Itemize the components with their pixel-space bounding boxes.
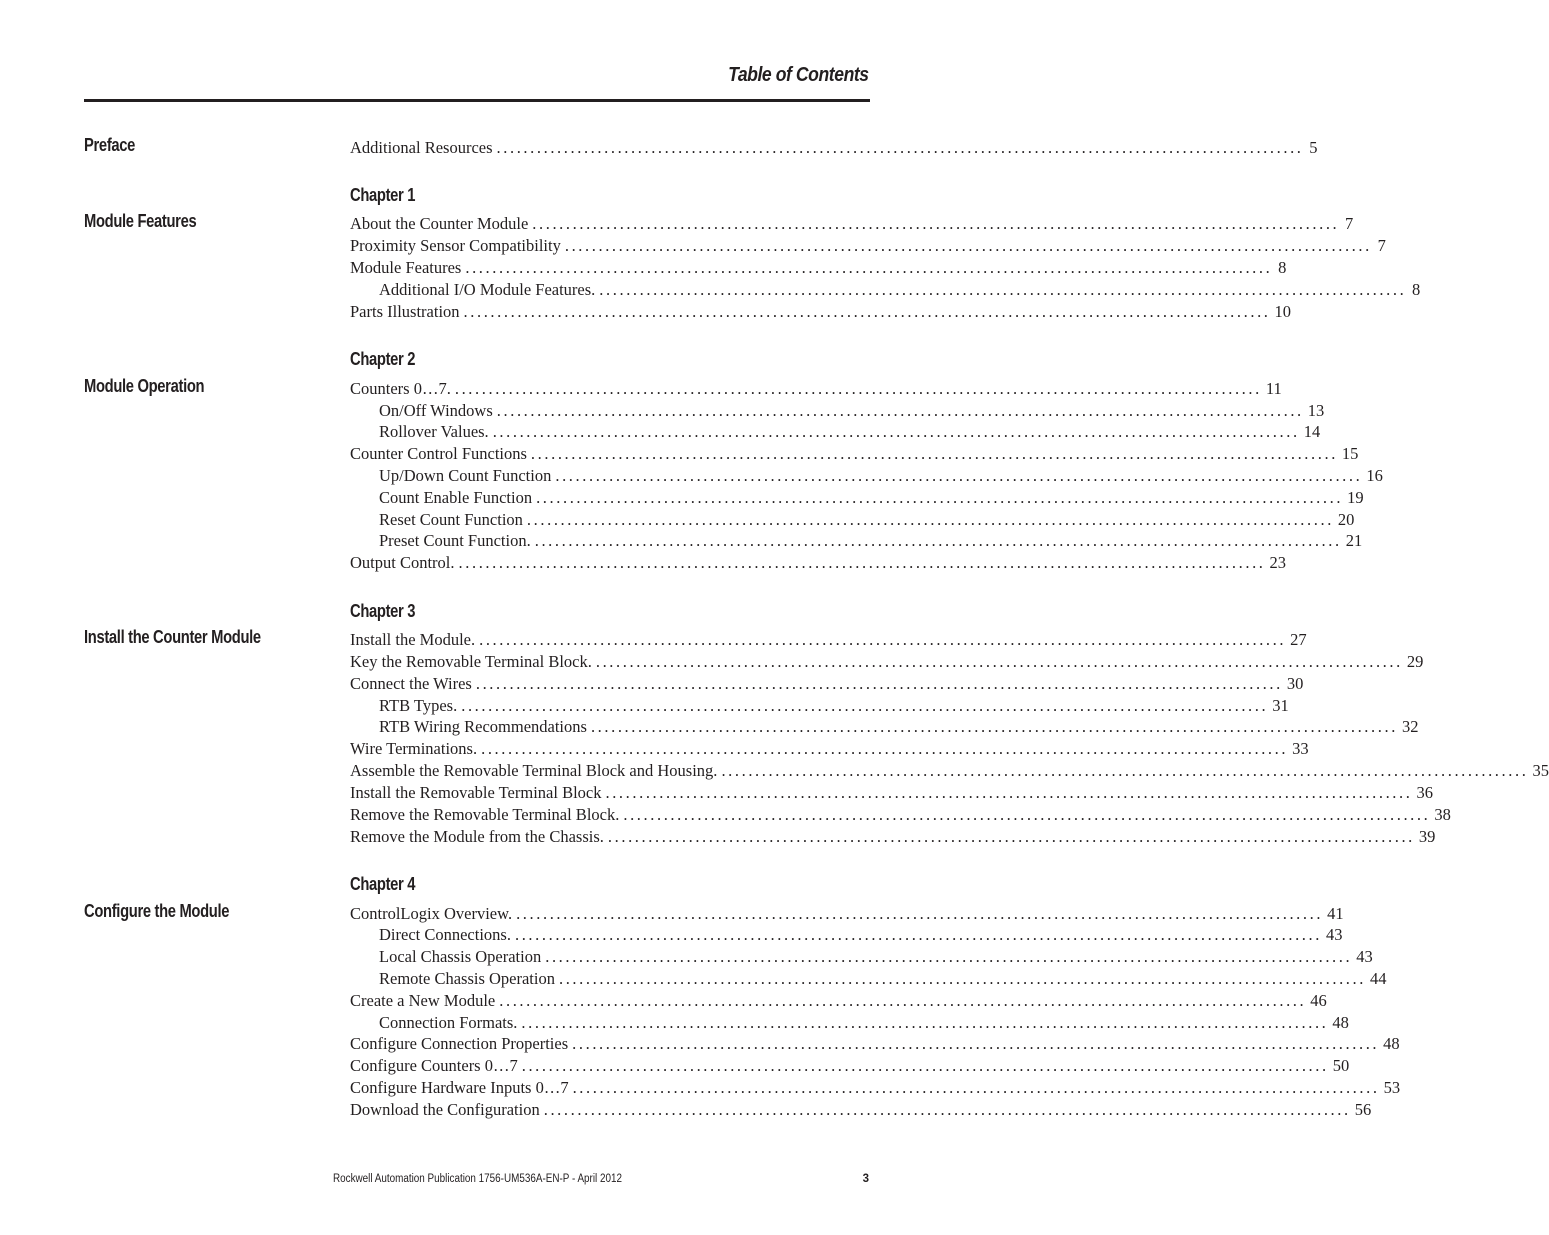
- dot-leader: ........................................................................................................................: [595, 652, 1403, 671]
- toc-entry[interactable]: [350, 738, 1309, 760]
- dot-leader: ........................................................................................................................: [534, 531, 1342, 550]
- dot-leader: ........................................................................................................................: [564, 236, 1372, 255]
- dot-leader: ........................................................................................................................: [454, 379, 1262, 398]
- toc-entry[interactable]: [350, 760, 1549, 782]
- chapter-heading-1: Chapter 1: [350, 185, 416, 205]
- toc-entry[interactable]: [350, 1099, 1372, 1121]
- toc-entry[interactable]: [379, 421, 1321, 443]
- chapter-heading-3: Chapter 3: [350, 601, 416, 621]
- toc-entry[interactable]: [350, 804, 1451, 826]
- toc-entry-title: Configure Hardware Inputs 0…7: [350, 1078, 569, 1097]
- toc-entry-title: Install the Removable Terminal Block: [350, 783, 602, 802]
- dot-leader: ........................................................................................................................: [526, 510, 1334, 529]
- toc-entry-page: 35: [1532, 761, 1549, 780]
- toc-entry[interactable]: [350, 990, 1327, 1012]
- toc-entry-title: Download the Configuration: [350, 1100, 540, 1119]
- toc-entry[interactable]: [379, 946, 1373, 968]
- toc-entry-title: Direct Connections.: [379, 925, 511, 944]
- toc-entry-page: 19: [1347, 488, 1364, 507]
- toc-entry[interactable]: [350, 1033, 1400, 1055]
- toc-entry[interactable]: [379, 968, 1387, 990]
- toc-entry-page: 15: [1341, 444, 1359, 463]
- toc-entry-title: Configure Counters 0…7: [350, 1056, 518, 1075]
- toc-entry-title: Reset Count Function: [379, 510, 523, 529]
- toc-entry[interactable]: [379, 1012, 1349, 1034]
- toc-entry-title: Wire Terminations.: [350, 739, 478, 758]
- toc-entry-title: Install the Module.: [350, 630, 476, 649]
- toc-entry[interactable]: [350, 903, 1344, 925]
- toc-entry[interactable]: [350, 137, 1318, 159]
- toc-entry-page: 5: [1309, 138, 1318, 157]
- section-label-configure-module: Configure the Module: [84, 901, 230, 921]
- toc-entry-page: 27: [1290, 630, 1307, 649]
- dot-leader: ........................................................................................................................: [475, 674, 1283, 693]
- dot-leader: ........................................................................................................................: [572, 1078, 1380, 1097]
- dot-leader: ........................................................................................................................: [623, 805, 1431, 824]
- toc-entry[interactable]: [379, 530, 1363, 552]
- toc-entry-title: Count Enable Function: [379, 488, 533, 507]
- toc-entry[interactable]: [379, 400, 1325, 422]
- toc-entry-page: 46: [1310, 991, 1327, 1010]
- toc-entry-title: Parts Illustration: [350, 302, 460, 321]
- toc-entry[interactable]: [350, 378, 1282, 400]
- chapter-heading-2: Chapter 2: [350, 349, 416, 369]
- toc-entry-page: 29: [1406, 652, 1424, 671]
- toc-entry[interactable]: [379, 465, 1383, 487]
- toc-entry[interactable]: [350, 629, 1307, 651]
- toc-entry[interactable]: [379, 716, 1419, 738]
- toc-entry-title: RTB Types.: [379, 696, 458, 715]
- toc-entry-title: Counters 0…7.: [350, 379, 451, 398]
- toc-entry-page: 10: [1274, 302, 1292, 321]
- toc-entry-page: 11: [1265, 379, 1282, 398]
- dot-leader: ........................................................................................................................: [721, 761, 1529, 780]
- toc-entry[interactable]: [379, 695, 1289, 717]
- toc-entry-title: About the Counter Module: [350, 214, 529, 233]
- toc-entry-title: Local Chassis Operation: [379, 947, 542, 966]
- dot-leader: ........................................................................................................................: [458, 553, 1266, 572]
- toc-entry-title: Additional I/O Module Features.: [379, 280, 596, 299]
- toc-entry-page: 7: [1377, 236, 1386, 255]
- dot-leader: ........................................................................................................................: [590, 717, 1398, 736]
- toc-entry-title: Connection Formats.: [379, 1013, 518, 1032]
- toc-entry-page: 7: [1345, 214, 1354, 233]
- header-rule: [84, 99, 870, 102]
- dot-leader: ........................................................................................................................: [499, 991, 1307, 1010]
- toc-entry-title: Assemble the Removable Terminal Block and Housing.: [350, 761, 718, 780]
- toc-entry-title: Configure Connection Properties: [350, 1034, 569, 1053]
- toc-entry-page: 16: [1366, 466, 1383, 485]
- section-label-preface: Preface: [84, 135, 136, 155]
- toc-entry-page: 39: [1418, 827, 1436, 846]
- dot-leader: ........................................................................................................................: [607, 827, 1415, 846]
- toc-entry-title: Proximity Sensor Compatibility: [350, 236, 561, 255]
- dot-leader: ........................................................................................................................: [545, 947, 1353, 966]
- dot-leader: ........................................................................................................................: [555, 466, 1363, 485]
- toc-entry-page: 56: [1354, 1100, 1372, 1119]
- toc-entry-title: Additional Resources: [350, 138, 493, 157]
- toc-entry-page: 14: [1303, 422, 1321, 441]
- toc-entry-page: 50: [1332, 1056, 1350, 1075]
- page-footer: [0, 1173, 954, 1191]
- toc-entry-page: 21: [1345, 531, 1363, 550]
- toc-entry-title: RTB Wiring Recommendations: [379, 717, 587, 736]
- toc-entry[interactable]: [350, 651, 1424, 673]
- toc-entry[interactable]: [350, 443, 1359, 465]
- toc-entry[interactable]: [350, 213, 1354, 235]
- section-label-install-counter-module: Install the Counter Module: [84, 627, 261, 647]
- toc-entry-page: 44: [1369, 969, 1387, 988]
- toc-entry-page: 30: [1286, 674, 1304, 693]
- toc-entry[interactable]: [350, 552, 1287, 574]
- dot-leader: ........................................................................................................................: [465, 258, 1273, 277]
- toc-entry-title: Remove the Module from the Chassis.: [350, 827, 604, 846]
- dot-leader: ........................................................................................................................: [496, 138, 1304, 157]
- toc-entry-page: 31: [1272, 696, 1289, 715]
- toc-entry-title: Rollover Values.: [379, 422, 489, 441]
- toc-entry-page: 41: [1327, 904, 1344, 923]
- toc-entry-page: 20: [1337, 510, 1355, 529]
- toc-entry-title: Remove the Removable Terminal Block.: [350, 805, 620, 824]
- dot-leader: ........................................................................................................................: [516, 904, 1324, 923]
- toc-entry-title: Create a New Module: [350, 991, 496, 1010]
- dot-leader: ........................................................................................................................: [605, 783, 1413, 802]
- toc-entry-page: 48: [1383, 1034, 1400, 1053]
- dot-leader: ........................................................................................................................: [543, 1100, 1351, 1119]
- toc-entry-page: 13: [1307, 401, 1325, 420]
- dot-leader: ........................................................................................................................: [521, 1013, 1329, 1032]
- toc-entry-page: 8: [1412, 280, 1421, 299]
- toc-entry-page: 38: [1434, 805, 1451, 824]
- toc-entry-page: 43: [1356, 947, 1373, 966]
- dot-leader: ........................................................................................................................: [514, 925, 1322, 944]
- toc-entry[interactable]: [350, 257, 1287, 279]
- section-label-module-operation: Module Operation: [84, 376, 205, 396]
- dot-leader: ........................................................................................................................: [532, 214, 1340, 233]
- toc-entry[interactable]: [350, 235, 1386, 257]
- toc-entry-title: Connect the Wires: [350, 674, 472, 693]
- toc-entry-page: 53: [1383, 1078, 1401, 1097]
- page-number: 3: [862, 1173, 869, 1185]
- toc-entry-page: 36: [1416, 783, 1433, 802]
- toc-entry-title: On/Off Windows: [379, 401, 493, 420]
- dot-leader: ........................................................................................................................: [479, 630, 1287, 649]
- toc-entry-page: 23: [1269, 553, 1287, 572]
- toc-entry[interactable]: [379, 924, 1343, 946]
- toc-entry[interactable]: [379, 279, 1421, 301]
- chapter-heading-4: Chapter 4: [350, 874, 416, 894]
- toc-entry-page: 33: [1292, 739, 1309, 758]
- toc-entry-title: Module Features: [350, 258, 462, 277]
- toc-entry[interactable]: [350, 1055, 1350, 1077]
- toc-entry[interactable]: [350, 673, 1304, 695]
- toc-entry[interactable]: [350, 826, 1436, 848]
- toc-entry[interactable]: [350, 1077, 1401, 1099]
- toc-entry-title: Up/Down Count Function: [379, 466, 552, 485]
- toc-entry[interactable]: [379, 487, 1364, 509]
- toc-entry[interactable]: [379, 509, 1355, 531]
- toc-entry-page: 32: [1401, 717, 1419, 736]
- dot-leader: ........................................................................................................................: [530, 444, 1338, 463]
- toc-entry[interactable]: [350, 782, 1433, 804]
- toc-entry-title: Counter Control Functions: [350, 444, 527, 463]
- dot-leader: ........................................................................................................................: [463, 302, 1271, 321]
- publication-info: Rockwell Automation Publication 1756-UM536A-EN-P - April 2012: [333, 1173, 622, 1185]
- section-label-module-features: Module Features: [84, 211, 197, 231]
- toc-entry-title: Output Control.: [350, 553, 455, 572]
- toc-entry[interactable]: [350, 301, 1292, 323]
- toc-entry-title: Remote Chassis Operation: [379, 969, 555, 988]
- dot-leader: ........................................................................................................................: [558, 969, 1366, 988]
- dot-leader: ........................................................................................................................: [521, 1056, 1329, 1075]
- dot-leader: ........................................................................................................................: [599, 280, 1407, 299]
- dot-leader: ........................................................................................................................: [496, 401, 1304, 420]
- page-title: Table of Contents: [728, 64, 869, 86]
- toc-entry-page: 43: [1325, 925, 1343, 944]
- dot-leader: ........................................................................................................................: [492, 422, 1300, 441]
- toc-entry-title: Preset Count Function.: [379, 531, 531, 550]
- toc-entry-title: Key the Removable Terminal Block.: [350, 652, 592, 671]
- dot-leader: ........................................................................................................................: [461, 696, 1269, 715]
- toc-entry-page: 48: [1332, 1013, 1349, 1032]
- dot-leader: ........................................................................................................................: [572, 1034, 1380, 1053]
- toc-entry-title: ControlLogix Overview.: [350, 904, 513, 923]
- toc-entry-page: 8: [1278, 258, 1287, 277]
- dot-leader: ........................................................................................................................: [481, 739, 1289, 758]
- dot-leader: ........................................................................................................................: [536, 488, 1344, 507]
